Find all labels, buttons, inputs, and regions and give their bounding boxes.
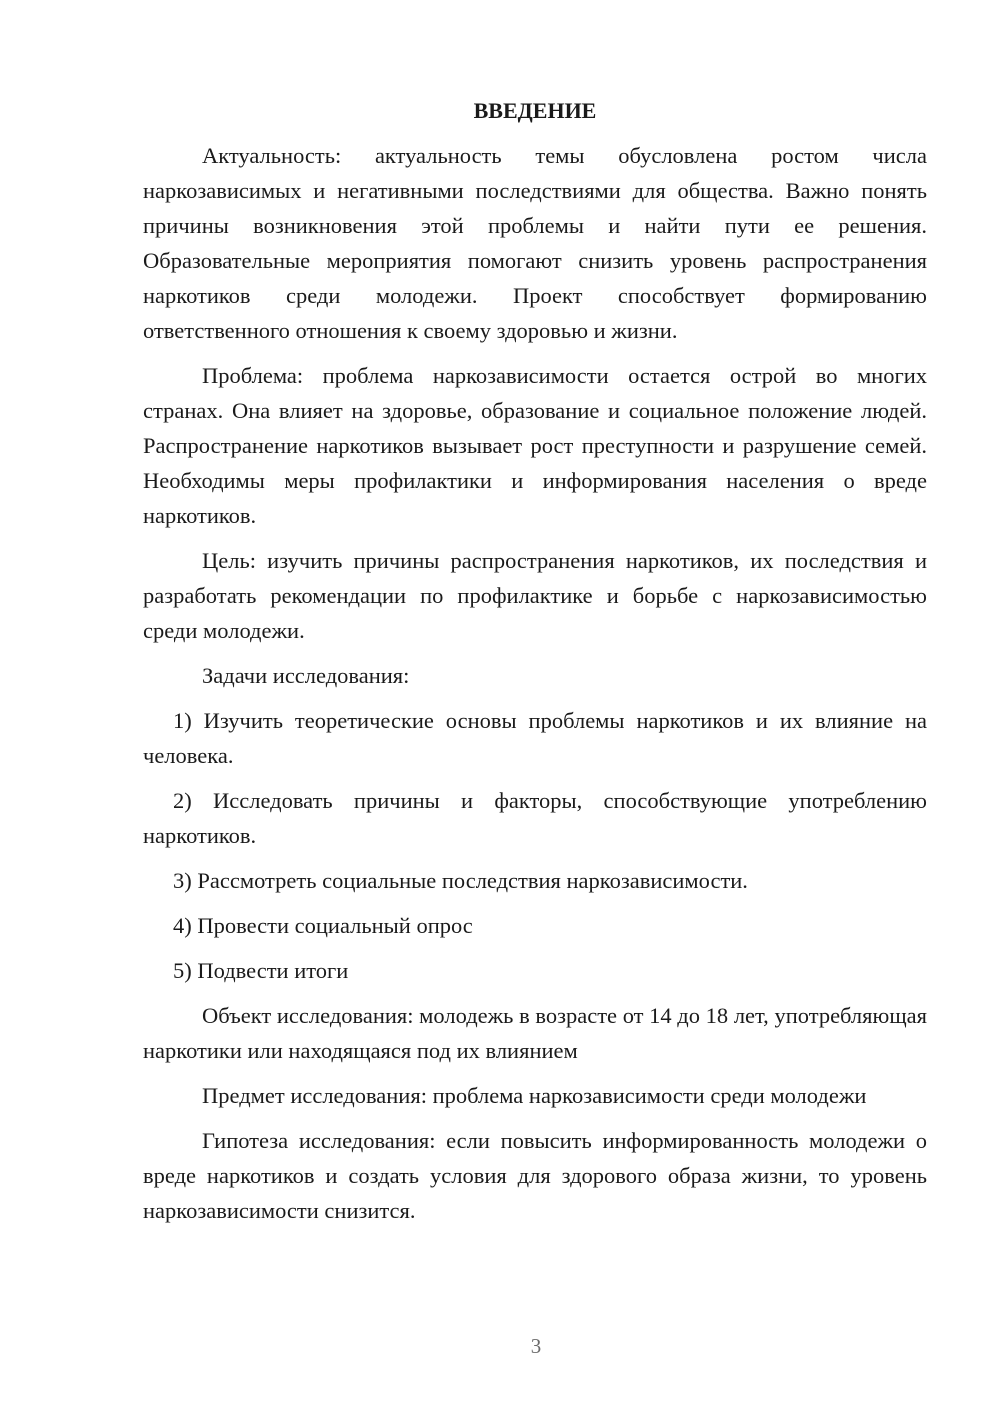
page-number: 3 [530,1334,542,1358]
task-item: 5) Подвести итоги [173,958,349,983]
object-paragraph: Объект исследования: молодежь в возрасте от 14 до 18 лет, употребляющая наркотики или находящаяся под их влиянием [143,1003,927,1063]
page-content [143,96,927,1238]
tasks-title: Задачи исследования: [202,663,410,688]
task-item: 2) Исследовать причины и факторы, способствующие употреблению наркотиков. [143,788,927,848]
task-item: 1) Изучить теоретические основы проблемы наркотиков и их влияние на человека. [143,708,927,768]
subject-paragraph: Предмет исследования: проблема наркозависимости среди молодежи [202,1083,867,1108]
goal-paragraph: Цель: изучить причины распространения наркотиков, их последствия и разработать рекомендации по профилактике и борьбе с наркозависимостью среди молодежи. [143,548,927,643]
problem-paragraph: Проблема: проблема наркозависимости остается острой во многих странах. Она влияет на здоровье, образование и социальное положение людей. Распространение наркотиков вызывает рост преступности и разрушение семей. Необходимы меры профилактики и информирования населения о вреде наркотиков. [143,363,927,528]
relevance-paragraph: Актуальность: актуальность темы обусловлена ростом числа наркозависимых и негативными последствиями для общества. Важно понять причины возникновения этой проблемы и найти пути ее решения. Образовательные мероприятия помогают снизить уровень распространения наркотиков среди молодежи. Проект способствует формированию ответственного отношения к своему здоровью и жизни. [143,143,927,343]
task-item: 3) Рассмотреть социальные последствия наркозависимости. [173,868,748,893]
task-item: 4) Провести социальный опрос [173,913,473,938]
hypothesis-paragraph: Гипотеза исследования: если повысить информированность молодежи о вреде наркотиков и создать условия для здорового образа жизни, то уровень наркозависимости снизится. [143,1128,927,1223]
section-heading: ВВЕДЕНИЕ [473,98,597,123]
